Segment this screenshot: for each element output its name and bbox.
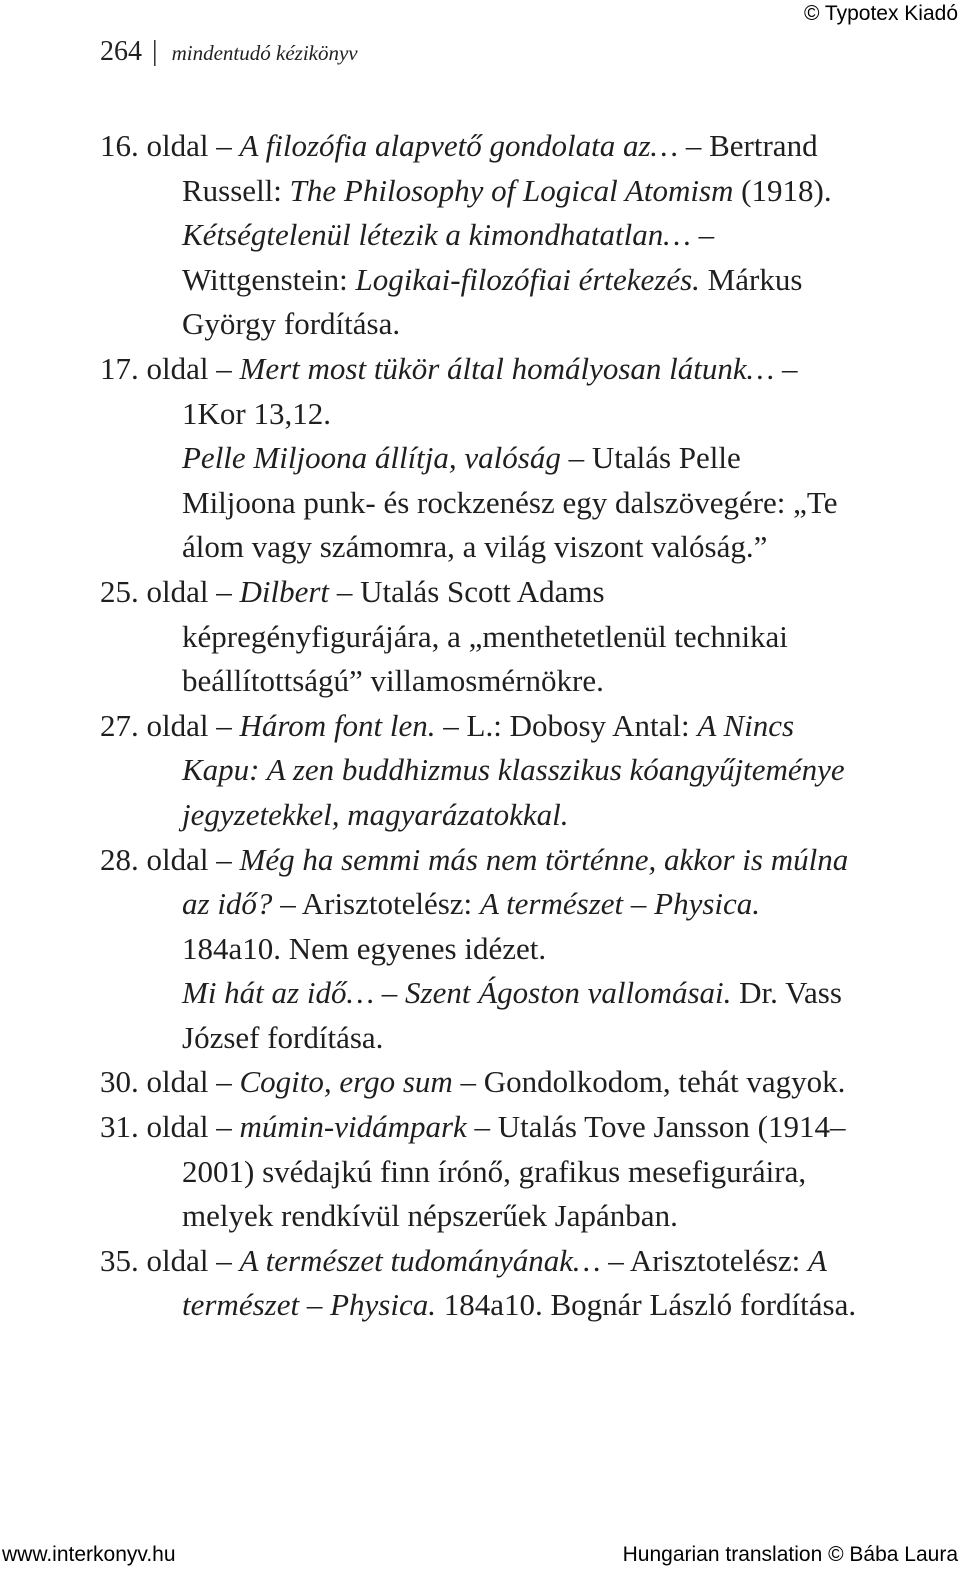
website-link[interactable]: www.interkonyv.hu: [2, 1543, 176, 1566]
note-16: 16. oldal – A filozófia alapvető gondolata az… – Bertrand Russell: The Philosophy of Logical Atomism (1918).: [100, 128, 832, 208]
translation-credit: Hungarian translation © Bába Laura: [622, 1543, 958, 1566]
note-31: 31. oldal – múmin-vidámpark – Utalás Tove Jansson (1914–2001) svédajkú finn írónő, grafikus mesefiguráira, melyek rendkívül népszerűek Japánban.: [100, 1109, 846, 1234]
note-27: 27. oldal – Három font len. – L.: Dobosy Antal: A Nincs Kapu: A zen buddhizmus klasszikus kóangyűjteménye jegyzetekkel, magyarázatokkal.: [100, 707, 845, 832]
note-30: 30. oldal – Cogito, ergo sum – Gondolkodom, tehát vagyok.: [100, 1064, 846, 1100]
note-16-b: Kétségtelenül létezik a kimondhatatlan… – Wittgenstein: Logikai-filozófiai értekezés. Márkus György fordítása.: [182, 217, 803, 342]
running-head-separator: |: [152, 36, 158, 67]
notes-list: [100, 124, 860, 1328]
running-head: [100, 36, 358, 68]
note-35: 35. oldal – A természet tudományának… – Arisztotelész: A természet – Physica. 184a10. Bognár László fordítása.: [100, 1242, 857, 1323]
copyright-notice: © Typotex Kiadó: [803, 2, 958, 25]
book-title: mindentudó kézikönyv: [171, 41, 358, 65]
page-number: 264: [100, 36, 142, 67]
note-28: 28. oldal – Még ha semmi más nem történne, akkor is múlna az idő? – Arisztotelész: A természet – Physica. 184a10. Nem egyenes idézet.: [100, 841, 849, 966]
note-17-b: Pelle Miljoona állítja, valóság – Utalás Pelle Miljoona punk- és rockzenész egy dalszövegére: „Te álom vagy számomra, a világ viszont valóság.”: [182, 440, 838, 565]
note-25: 25. oldal – Dilbert – Utalás Scott Adams képregényfigurájára, a „menthetetlenül technikai beállítottságú” villamosmérnökre.: [100, 573, 788, 699]
note-17: 17. oldal – Mert most tükör által homályosan látunk… – 1Kor 13,12.: [100, 350, 798, 431]
note-28-b: Mi hát az idő… – Szent Ágoston vallomásai. Dr. Vass József fordítása.: [182, 975, 842, 1055]
